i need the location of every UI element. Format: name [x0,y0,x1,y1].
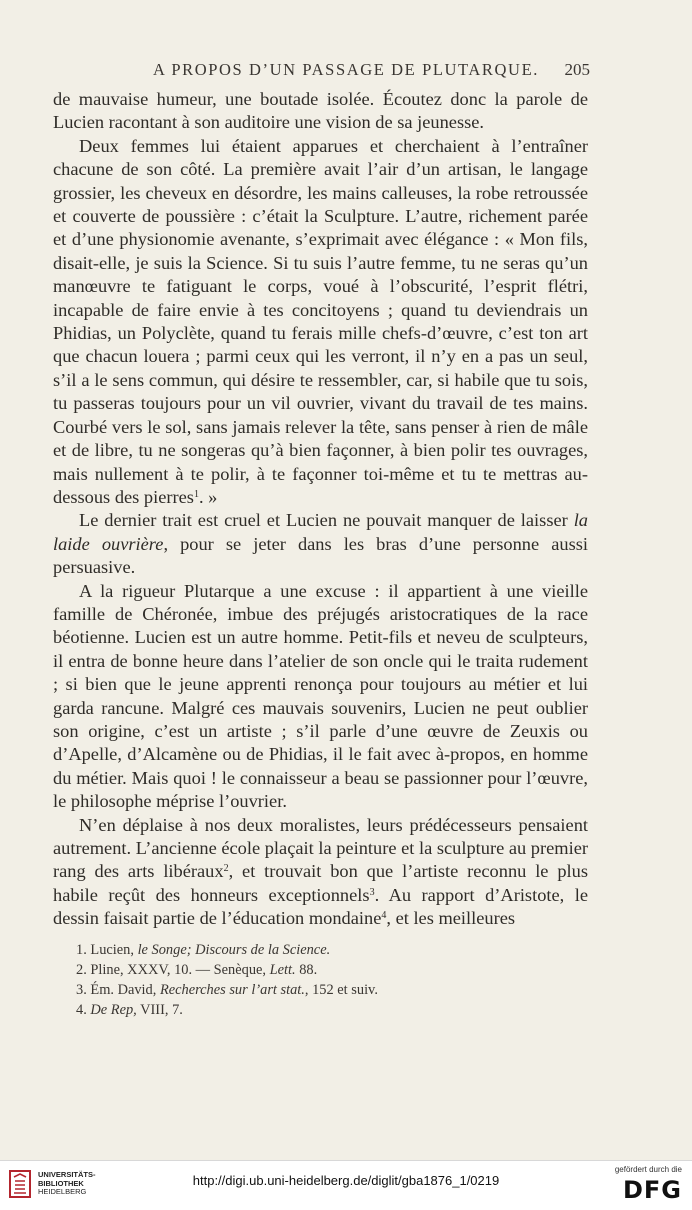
text-run: . » [198,486,218,507]
document-url[interactable]: http://digi.ub.uni-heidelberg.de/diglit/gba1876_1/0219 [192,1173,500,1188]
text-run: , et trouvait bon que l’artiste reconnu le plus habile reçût des honneurs exceptionnels [53,861,588,905]
running-head [0,60,692,84]
text-run: VIII, 7. [136,1002,183,1018]
italic-text: Recherches sur l’art stat. [159,982,305,998]
text-run: N’en déplaise à nos deux moralistes, leurs prédécesseurs pensaient autrement. L’ancienne école plaçait la peinture et la sculpture au premier rang des arts libéraux [53,814,588,882]
text-run: Lucien, [90,942,138,958]
footnote-number: 3. [76,982,87,998]
text-run: , et les meilleures [386,908,516,929]
italic-text: le Songe; Discours de la Science. [137,942,331,958]
footnote [76,960,556,980]
library-name-line: HEIDELBERG [38,1187,87,1196]
footnote-number: 4. [76,1002,87,1018]
footnote [76,940,556,960]
text-run: Deux femmes lui étaient apparues et cherchaient à l’entraîner chacune de son côté. La première avait l’air d’un artisan, le langage grossier, les cheveux en désordre, les mains calleuses, la robe retroussée et couverte de poussière : c’était la Sculpture. L’autre, richement parée et d’une physionomie avenante, s’exprimait avec élégance : « Mon fils, disait-elle, je suis la Science. Si tu suis l’autre femme, tu ne seras qu’un manœuvre te fatiguant le corps, voué à l’obscurité, l’esprit flétri, incapable de faire envie à tes concitoyens ; quand tu deviendrais un Phidias, un Polyclète, quand tu ferais mille chefs-d’œuvre, c’est ton art que chacun louera ; parmi ceux qui les verront, il n’y en a pas un seul, s’il a le sens commun, qui désire te ressembler, car, si habile que tu sois, tu passeras toujours pour un vil ouvrier, vivant du travail de tes mains. Courbé vers le sol, sans jamais relever la tête, sans penser à rien de mâle et de libre, tu ne songeras qu’à bien façonner, à bien polir tes ouvrages, mais nullement à te polir, à te façonner toi-même et tu te mettras au-dessous des pierres [53,135,588,507]
text-run: . Au rapport d’Aristote, le dessin faisait partie de l’éducation mondaine [53,884,588,929]
library-name-line: BIBLIOTHEK [38,1178,84,1188]
library-name-line: UNIVERSITÄTS- [38,1170,96,1179]
footnote-reference: 1 [193,488,199,500]
viewer-footer [0,1160,692,1210]
text-run: Le dernier trait est cruel et Lucien ne pouvait manquer de laisser [79,510,574,531]
italic-text: la laide ouvrière [53,510,588,554]
text-run: A la rigueur Plutarque a une excuse : il appartient à une vieille famille de Chéronée, imbue des préjugés aristocratiques de la race béotienne. Lucien est un autre homme. Petit-fils et neveu de sculpteurs, il entra de bonne heure dans l’atelier de son oncle qui le traita rudement ; si bien que le jeune apprenti renonça pour toujours au métier et lui garda rancune. Malgré ces mauvais souvenirs, Lucien ne peut oublier son origine, c’est un artiste ; s’il parle d’une œuvre de Zeuxis ou d’Apelle, d’Alcamène ou de Phidias, il le fait avec à-propos, en homme du métier. Mais quoi ! le connaisseur a beau se passionner pour l’œuvre, le philosophe méprise l’ouvrier. [53,580,588,812]
paragraph [53,88,588,135]
footnote-reference: 2 [223,863,229,875]
footnote-reference: 4 [381,910,387,922]
footnote-number: 2. [76,962,87,978]
paragraph [53,580,588,814]
page-number: 205 [564,60,590,79]
paragraph [53,509,588,579]
text-run: 88. [295,962,318,978]
dfg-logo: DFG [622,1176,682,1204]
paragraph [53,135,588,510]
text-run: , pour se jeter dans les bras d’une personne aussi persuasive. [53,533,588,578]
text-run: Pline, XXXV, 10. — Senèque, [90,962,270,978]
text-run: de mauvaise humeur, une boutade isolée. Écoutez donc la parole de Lucien racontant à son auditoire une vision de sa jeunesse. [53,89,588,133]
footnote-reference: 3 [369,886,375,898]
text-run: Ém. David, [90,982,160,998]
footnotes [76,940,556,1020]
italic-text: De Rep, [90,1002,137,1018]
funder-caption: gefördert durch die [614,1165,682,1174]
italic-text: Lett. [269,962,296,978]
paragraph [53,814,588,931]
footnote [76,1000,556,1020]
running-title: A PROPOS D’UN PASSAGE DE PLUTARQUE. [153,60,539,79]
body-text [53,88,588,931]
footnote-number: 1. [76,942,87,958]
text-run: , 152 et suiv. [304,982,378,998]
footnote [76,980,556,1000]
